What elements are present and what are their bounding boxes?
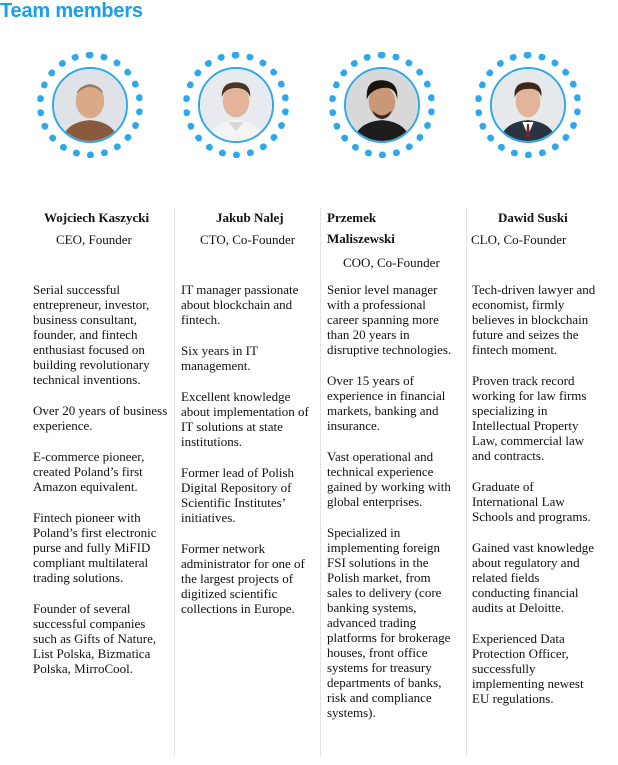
bio-paragraph: Experienced Data Protection Officer, successfully implementing newest EU regulations. (472, 631, 584, 706)
member-bio (33, 282, 171, 692)
bio-paragraph: Gained vast knowledge about regulatory and related fields conducting financial audits at Deloitte. (472, 540, 595, 615)
member-role: CLO, Co-Founder (471, 232, 567, 247)
portrait-bald-man-icon (54, 69, 126, 141)
member-name: Jakub Nalej (216, 210, 284, 225)
avatar-ring-4 (475, 52, 581, 158)
avatar-ring-3 (329, 52, 435, 158)
member-role: COO, Co-Founder (343, 255, 440, 270)
portrait-young-man-icon (200, 69, 272, 141)
bio-paragraph: Over 20 years of business experience. (33, 403, 168, 433)
member-bio (327, 282, 459, 736)
bio-paragraph: E-commerce pioneer, created Poland’s first Amazon equivalent. (33, 449, 145, 494)
column-divider (174, 208, 175, 756)
member-name: Przemek Maliszewski (327, 210, 395, 246)
page-title: Team members (0, 0, 143, 22)
bio-paragraph: Proven track record working for law firms specializing in Intellectual Property Law, commercial law and contracts. (472, 373, 587, 463)
bio-paragraph: Serial successful entrepreneur, investor, business consultant, founder, and fintech enthusiast focused on building revolutionary technical inventions. (33, 282, 150, 387)
bio-paragraph: Former network administrator for one of the largest projects of digitized scientific collections in Europe. (181, 541, 305, 616)
bio-paragraph: Graduate of International Law Schools and programs. (472, 479, 591, 524)
bio-paragraph: Over 15 years of experience in financial markets, banking and insurance. (327, 373, 446, 433)
member-name: Dawid Suski (498, 210, 568, 225)
bio-paragraph: Vast operational and technical experience gained by working with global enterprises. (327, 449, 451, 509)
portrait-dark-hair-man-icon (346, 69, 418, 141)
member-role: CEO, Founder (56, 232, 132, 247)
avatar (344, 67, 420, 143)
avatar (198, 67, 274, 143)
bio-paragraph: Specialized in implementing foreign FSI solutions in the Polish market, from sales to delivery (core banking systems, advanced trading platforms for brokerage houses, front office systems for treasury departments of banks, risk and compliance systems). (327, 525, 451, 720)
bio-paragraph: Former lead of Polish Digital Repository of Scientific Institutes’ initiatives. (181, 465, 295, 525)
bio-paragraph: IT manager passionate about blockchain and fintech. (181, 282, 299, 327)
avatar-ring-1 (37, 52, 143, 158)
bio-paragraph: Excellent knowledge about implementation of IT solutions at state institutions. (181, 389, 309, 449)
bio-paragraph: Founder of several successful companies such as Gifts of Nature, List Polska, Bizmatica Polska, MirroCool. (33, 601, 157, 676)
portrait-suited-man-icon (492, 69, 564, 141)
avatar-ring-2 (183, 52, 289, 158)
column-divider (466, 208, 467, 756)
avatar (490, 67, 566, 143)
member-bio (472, 282, 600, 722)
member-name: Wojciech Kaszycki (44, 210, 150, 225)
bio-paragraph: Tech-driven lawyer and economist, firmly believes in blockchain future and seizes the fintech moment. (472, 282, 596, 357)
member-role: CTO, Co-Founder (200, 232, 296, 247)
bio-paragraph: Six years in IT management. (181, 343, 258, 373)
column-divider (320, 208, 321, 756)
avatar (52, 67, 128, 143)
bio-paragraph: Fintech pioneer with Poland’s first electronic purse and fully MiFID compliant multilateral trading solutions. (33, 510, 157, 585)
bio-paragraph: Senior level manager with a professional career spanning more than 20 years in disruptive technologies. (327, 282, 452, 357)
member-bio (181, 282, 317, 632)
